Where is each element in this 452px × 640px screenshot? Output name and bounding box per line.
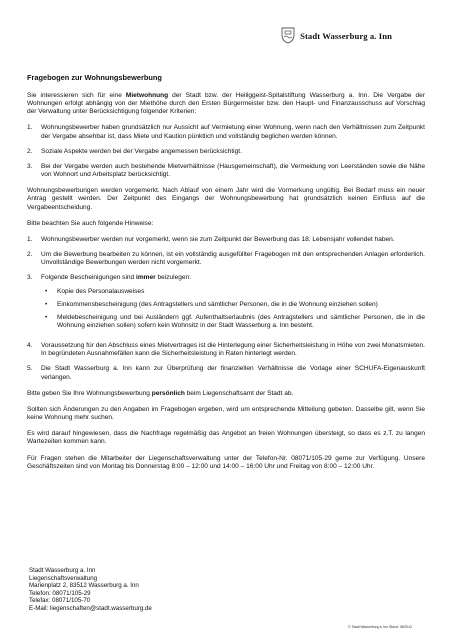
abgabe-text-a: Bitte geben Sie Ihre Wohnungsbewerbung [27,389,152,397]
item-text: Bei der Vergabe werden auch bestehende Mietverhältnisse (Hausgemeinschaft), die Vermeidung von Leerständen sowie die Nähe von Wohnort und Arbeitsplatz berücksichtigt. [41,162,425,179]
footer-line: Telefax: 08071/105-70 [29,597,91,605]
item-text: Um die Bewerbung bearbeiten zu können, ist ein vollständig ausgefüllter Fragebogen mit den entsprechenden Anlagen erforderlich. Unvollständige Bewerbungen werden nicht vorgemerkt. [41,251,425,267]
hint3-text-c: beizulegen: [155,274,191,282]
item-text: Die Stadt Wasserburg a. Inn kann zur Überprüfung der finanziellen Verhältnisse die Vorlage einer SCHUFA-Eigenauskunft verlangen. [41,365,425,381]
certificate-text: Meldebescheinigung und bei Ausländern ggf. Aufenthaltserlaubnis (des Antragstellers und sämtlicher Personen, die in die Wohnung einziehen sollen) sofern kein Wohnsitz in der Stadt Wasserburg a. Inn besteht. [57,313,425,329]
item-text [41,274,425,335]
item-number: 1. [27,235,33,243]
criteria-list [27,124,425,179]
certificate-item [41,301,425,309]
intro-text-c: der Stadt bzw. der Heiliggeist-Spitalstiftung Wasserburg a. Inn. Die Vergabe der Wohnungen erfolgt abhängig von der Miethöhe durch den Ersten Bürgermeister bzw. den Haupt- und Finanzausschuss auf Vorschlag der Verwaltung unter Berücksichtigung folgender Kriterien: [27,92,425,116]
hint-item [27,251,425,267]
item-number: 5. [27,365,33,373]
bullet-icon: • [45,300,48,308]
certificate-text: Kopie des Personalausweises [57,287,145,295]
footer-email[interactable]: E-Mail: liegenschaften@stadt.wasserburg.de [29,604,152,612]
org-name: Stadt Wasserburg a. Inn [300,30,392,41]
item-text: Voraussetzung für den Abschluss eines Mietvertrages ist die Hinterlegung einer Sicherheitsleistung in Höhe von zwei Monatsmieten. In begründeten Ausnahmefällen kann die Sicherheitsleistung in Raten hinterlegt werden. [41,342,425,358]
intro-text-bold: Mietwohnung [125,92,169,99]
footer-line: Liegenschaftsverwaltung [29,574,98,582]
item-text: Wohnungsbewerber werden nur vorgemerkt, wenn sie zum Zeitpunkt der Bewerbung das 18. Lebensjahr vollendet haben. [41,235,395,243]
fragen-paragraph: Für Fragen stehen die Mitarbeiter der Liegenschaftsverwaltung unter der Telefon-Nr. 08071/105-29 gerne zur Verfügung. Unsere Geschäftszeiten sind von Montag bis Donnerstag 8:00 – 12:00 und 14:00 – 16:00 Uhr und Freitag von 8:00 – 12:00 Uhr. [27,454,425,470]
footer-address [29,567,152,613]
hint-item [27,236,425,244]
bullet-icon: • [45,313,48,321]
footer-line: Marienplatz 2, 83512 Wasserburg a. Inn [29,582,139,590]
criteria-item [27,163,425,179]
item-number: 3. [27,274,33,282]
certificate-item [41,288,425,296]
hint-item [27,274,425,335]
criteria-item [27,124,425,140]
intro-paragraph [27,92,425,116]
item-number: 3. [27,162,33,170]
document-body [27,73,425,479]
footer-line: Stadt Wasserburg a. Inn [29,567,96,574]
abgabe-text-c: beim Liegenschaftsamt der Stadt ab. [184,389,294,397]
document-title: Fragebogen zur Wohnungsbewerbung [27,73,162,82]
item-text: Wohnungsbewerber haben grundsätzlich nur Aussicht auf Vermietung einer Wohnung, wenn nach den Verhältnissen zum Zeitpunkt der Vergabe absehbar ist, dass Miete und Kaution pünktlich und vollständig beglichen werden können. [41,124,425,140]
abgabe-text-bold: persönlich [151,389,185,397]
hint3-text-bold: immer [136,274,156,282]
aenderungen-paragraph: Sollten sich Änderungen zu den Angaben im Fragebogen ergeben, wird um entsprechende Mitteilung gebeten. Dasselbe gilt, wenn Sie keine Wohnung mehr suchen. [27,405,425,422]
certificate-item [41,314,425,330]
abgabe-paragraph [27,390,425,398]
copyright-note: © Stadt Wasserburg a. Inn Stand: 08/2012 [348,625,412,629]
certificate-text: Einkommensbescheinigung (des Antragstellers und sämtlicher Personen, die in die Wohnung einziehen sollen) [57,300,378,308]
item-number: 2. [27,147,33,155]
hinweise-heading: Bitte beachten Sie auch folgende Hinweise: [27,219,154,227]
footer-line: Telefon: 08071/105-29 [29,589,91,597]
item-number: 2. [27,251,33,259]
item-number: 1. [27,124,33,132]
vormerkung-paragraph: Wohnungsbewerbungen werden vorgemerkt. Nach Ablauf von einem Jahr wird die Vormerkung ungültig. Bei Bedarf muss ein neuer Antrag gestellt werden. Der Zeitpunkt des Eingangs der Wohnungsbewerbung hat grundsätzlich keinen Einfluss auf die Vergabeentscheidung. [27,187,425,211]
hint-item [27,342,425,358]
hint-item [27,365,425,381]
letterhead [281,27,392,44]
intro-text-a: Sie interessieren sich für eine [27,92,126,99]
certificates-list [41,288,425,331]
item-text: Soziale Aspekte werden bei der Vergabe angemessen berücksichtigt. [41,147,242,155]
item-number: 4. [27,342,33,350]
city-crest-icon [281,27,295,44]
bullet-icon: • [45,287,48,295]
hint3-text-a: Folgende Bescheinigungen sind [41,274,137,282]
nachfrage-paragraph: Es wird darauf hingewiesen, dass die Nachfrage regelmäßig das Angebot an freien Wohnungen übersteigt, so dass es z.T. zu langen Wartezeiten kommen kann. [27,430,425,446]
hints-list [27,236,425,382]
criteria-item [27,148,425,156]
